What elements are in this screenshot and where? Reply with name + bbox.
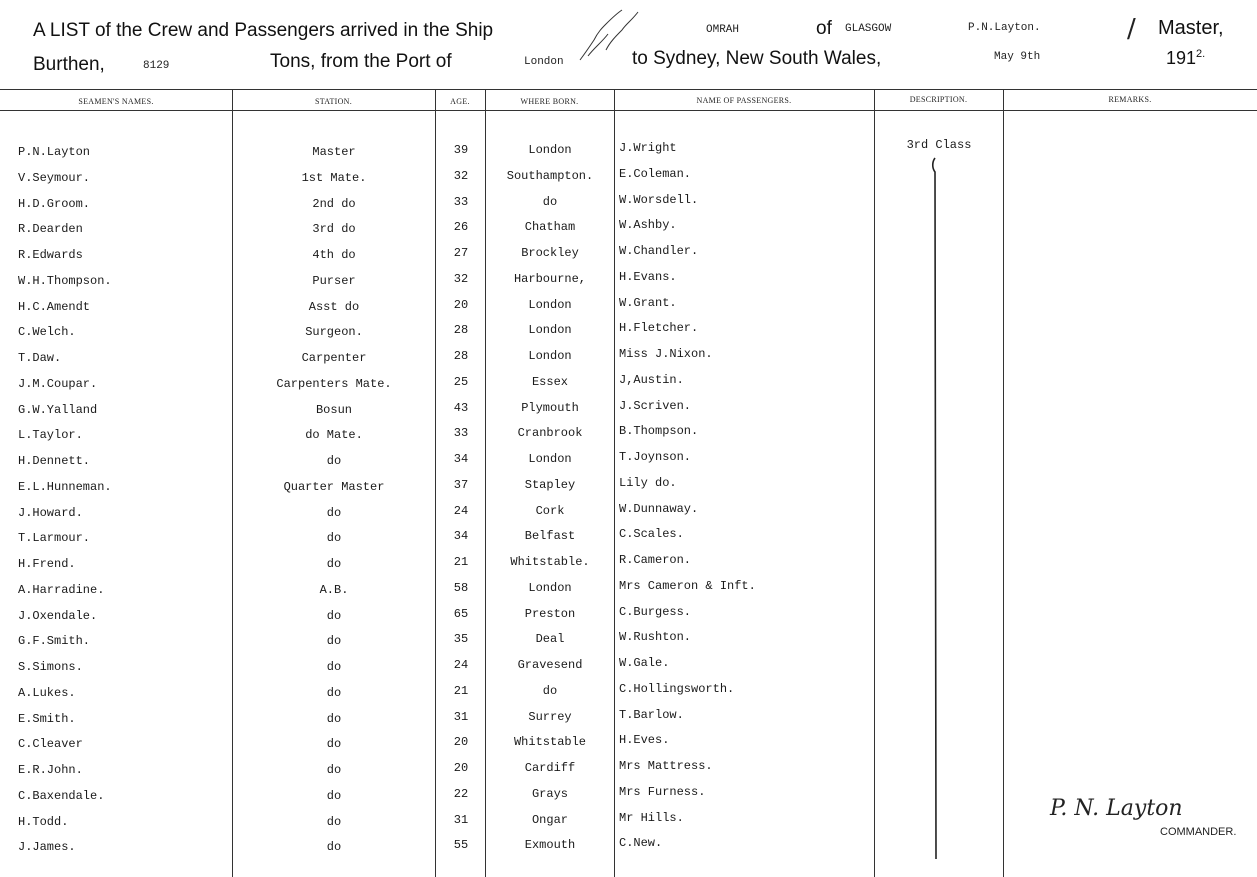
passenger-name: B.Thompson. [619,424,699,438]
station: do [326,840,342,854]
where-born: Grays [531,787,568,801]
passenger-name: H.Fletcher. [619,321,699,335]
age: 58 [453,581,469,595]
station: do [326,634,342,648]
seaman-name: S.Simons. [18,660,83,674]
header-title: A LIST of the Crew and Passengers arrived in the Ship [33,20,494,41]
seaman-name: T.Larmour. [18,531,91,545]
where-born: London [528,323,572,337]
where-born: Plymouth [521,401,579,415]
passenger-name: E.Coleman. [619,167,692,181]
station: do [326,789,342,803]
destination-label: to Sydney, New South Wales, [632,48,882,69]
age: 32 [453,169,469,183]
passenger-name: Mr Hills. [619,811,684,825]
passenger-class: 3rd Class [906,138,972,152]
seaman-name: J.Oxendale. [18,609,98,623]
seaman-name: C.Cleaver [18,737,83,751]
age: 34 [453,529,469,543]
where-born: Essex [531,375,568,389]
home-port: GLASGOW [845,23,892,35]
station: Bosun [315,403,352,417]
seaman-name: R.Dearden [18,222,83,236]
where-born: Stapley [524,478,576,492]
ship-name: OMRAH [706,24,740,36]
tons-label: Tons, from the Port of [270,51,452,72]
age: 20 [453,735,469,749]
where-born: London [528,143,572,157]
header-where-born: WHERE BORN. [520,97,579,106]
where-born: Surrey [528,710,572,724]
station: 4th do [312,248,356,262]
age: 22 [453,787,469,801]
passenger-name: H.Eves. [619,733,670,747]
passenger-name: W.Gale. [619,656,670,670]
age: 39 [453,143,469,157]
age: 31 [453,710,469,724]
where-born: Chatham [524,220,576,234]
age: 24 [453,658,469,672]
where-born: do [542,195,558,209]
passenger-name: W.Grant. [619,296,677,310]
seaman-name: J.Howard. [18,506,83,520]
age: 20 [453,761,469,775]
seaman-name: A.Harradine. [18,583,105,597]
passenger-name: C.Hollingsworth. [619,682,735,696]
header-passengers: NAME OF PASSENGERS. [696,96,792,105]
seaman-name: R.Edwards [18,248,83,262]
station: A.B. [319,583,349,597]
age: 28 [453,349,469,363]
passenger-name: W.Chandler. [619,244,699,258]
table-header-rule [0,110,1257,111]
where-born: Gravesend [517,658,583,672]
where-born: do [542,684,558,698]
year-prefix: 191 [1166,48,1197,68]
of-label: of [816,18,832,39]
station: do [326,506,342,520]
where-born: Ongar [531,813,568,827]
age: 21 [453,555,469,569]
station: Purser [312,274,356,288]
station: Quarter Master [283,480,385,494]
column-divider [485,89,486,877]
where-born: Cork [535,504,565,518]
table-top-rule [0,89,1257,90]
commander-label: COMMANDER. [1160,826,1237,838]
where-born: London [528,581,572,595]
seaman-name: W.H.Thompson. [18,274,112,288]
passenger-name: R.Cameron. [619,553,692,567]
column-divider [232,89,233,877]
where-born: Cardiff [524,761,576,775]
where-born: Southampton. [506,169,594,183]
seaman-name: L.Taylor. [18,428,83,442]
commander-signature: P. N. Layton [1050,796,1183,821]
seaman-name: H.D.Groom. [18,197,91,211]
where-born: Brockley [521,246,579,260]
age: 55 [453,838,469,852]
age: 35 [453,632,469,646]
where-born: Whitstable. [510,555,590,569]
passenger-name: W.Ashby. [619,218,677,232]
burthen-label: Burthen, [33,54,105,75]
seaman-name: A.Lukes. [18,686,76,700]
seaman-name: J.M.Coupar. [18,377,98,391]
passenger-name: C.Burgess. [619,605,692,619]
seaman-name: C.Baxendale. [18,789,105,803]
passenger-name: T.Joynson. [619,450,692,464]
station: do [326,557,342,571]
passenger-name: J.Wright [619,141,677,155]
age: 25 [453,375,469,389]
age: 37 [453,478,469,492]
tonnage: 8129 [143,60,170,72]
master-name: P.N.Layton. [968,22,1041,34]
station: Asst do [308,300,360,314]
where-born: Preston [524,607,576,621]
station: do [326,712,342,726]
header-description: DESCRIPTION. [909,95,968,104]
age: 31 [453,813,469,827]
where-born: Exmouth [524,838,576,852]
seaman-name: H.Dennett. [18,454,91,468]
station: do [326,531,342,545]
age: 65 [453,607,469,621]
passenger-name: W.Dunnaway. [619,502,699,516]
station: do [326,737,342,751]
passenger-name: W.Rushton. [619,630,692,644]
passenger-name: Miss J.Nixon. [619,347,713,361]
where-born: London [528,452,572,466]
station: 2nd do [312,197,356,211]
seaman-name: G.W.Yalland [18,403,98,417]
where-born: Harbourne, [513,272,586,286]
age: 28 [453,323,469,337]
year-suffix: 2. [1196,48,1206,60]
station: 3rd do [312,222,356,236]
header-remarks: REMARKS. [1108,95,1152,104]
passenger-name: J,Austin. [619,373,684,387]
header-age: AGE. [450,97,470,106]
station: do Mate. [305,428,363,442]
passenger-name: J.Scriven. [619,399,692,413]
age: 26 [453,220,469,234]
age: 32 [453,272,469,286]
station: do [326,815,342,829]
where-born: London [528,349,572,363]
seaman-name: V.Seymour. [18,171,91,185]
master-label: Master, [1158,17,1224,39]
where-born: Cranbrook [517,426,583,440]
seaman-name: P.N.Layton [18,145,91,159]
station: Surgeon. [305,325,363,339]
where-born: Belfast [524,529,576,543]
station: 1st Mate. [301,171,367,185]
station: do [326,454,342,468]
age: 33 [453,426,469,440]
passenger-name: C.Scales. [619,527,684,541]
station: do [326,609,342,623]
station: Carpenters Mate. [276,377,392,391]
seaman-name: E.R.John. [18,763,83,777]
seaman-name: H.C.Amendt [18,300,91,314]
column-divider [1003,89,1004,877]
station: Master [312,145,356,159]
seaman-name: E.L.Hunneman. [18,480,112,494]
station: Carpenter [301,351,367,365]
date: May 9th [994,51,1041,63]
age: 34 [453,452,469,466]
column-divider [874,89,875,877]
ditto-line [926,154,946,864]
seaman-name: T.Daw. [18,351,62,365]
passenger-name: Mrs Furness. [619,785,706,799]
passenger-name: W.Worsdell. [619,193,699,207]
passenger-name: C.New. [619,836,663,850]
passenger-name: Lily do. [619,476,677,490]
station: do [326,686,342,700]
age: 21 [453,684,469,698]
age: 20 [453,298,469,312]
column-divider [614,89,615,877]
where-born: Whitstable [513,735,586,749]
station: do [326,660,342,674]
seaman-name: J.James. [18,840,76,854]
passenger-name: Mrs Cameron & Inft. [619,579,756,593]
handwritten-stroke: / [1127,14,1136,44]
passenger-name: T.Barlow. [619,708,684,722]
passenger-name: H.Evans. [619,270,677,284]
from-port: London [524,56,564,68]
header-seamens-names: SEAMEN'S NAMES. [78,97,154,106]
where-born: Deal [535,632,565,646]
station: do [326,763,342,777]
passenger-name: Mrs Mattress. [619,759,713,773]
seaman-name: H.Frend. [18,557,76,571]
year [1166,48,1205,69]
seaman-name: E.Smith. [18,712,76,726]
age: 33 [453,195,469,209]
where-born: London [528,298,572,312]
age: 27 [453,246,469,260]
age: 24 [453,504,469,518]
seaman-name: C.Welch. [18,325,76,339]
age: 43 [453,401,469,415]
seaman-name: H.Todd. [18,815,69,829]
header-station: STATION. [314,97,353,106]
seaman-name: G.F.Smith. [18,634,91,648]
column-divider [435,89,436,877]
